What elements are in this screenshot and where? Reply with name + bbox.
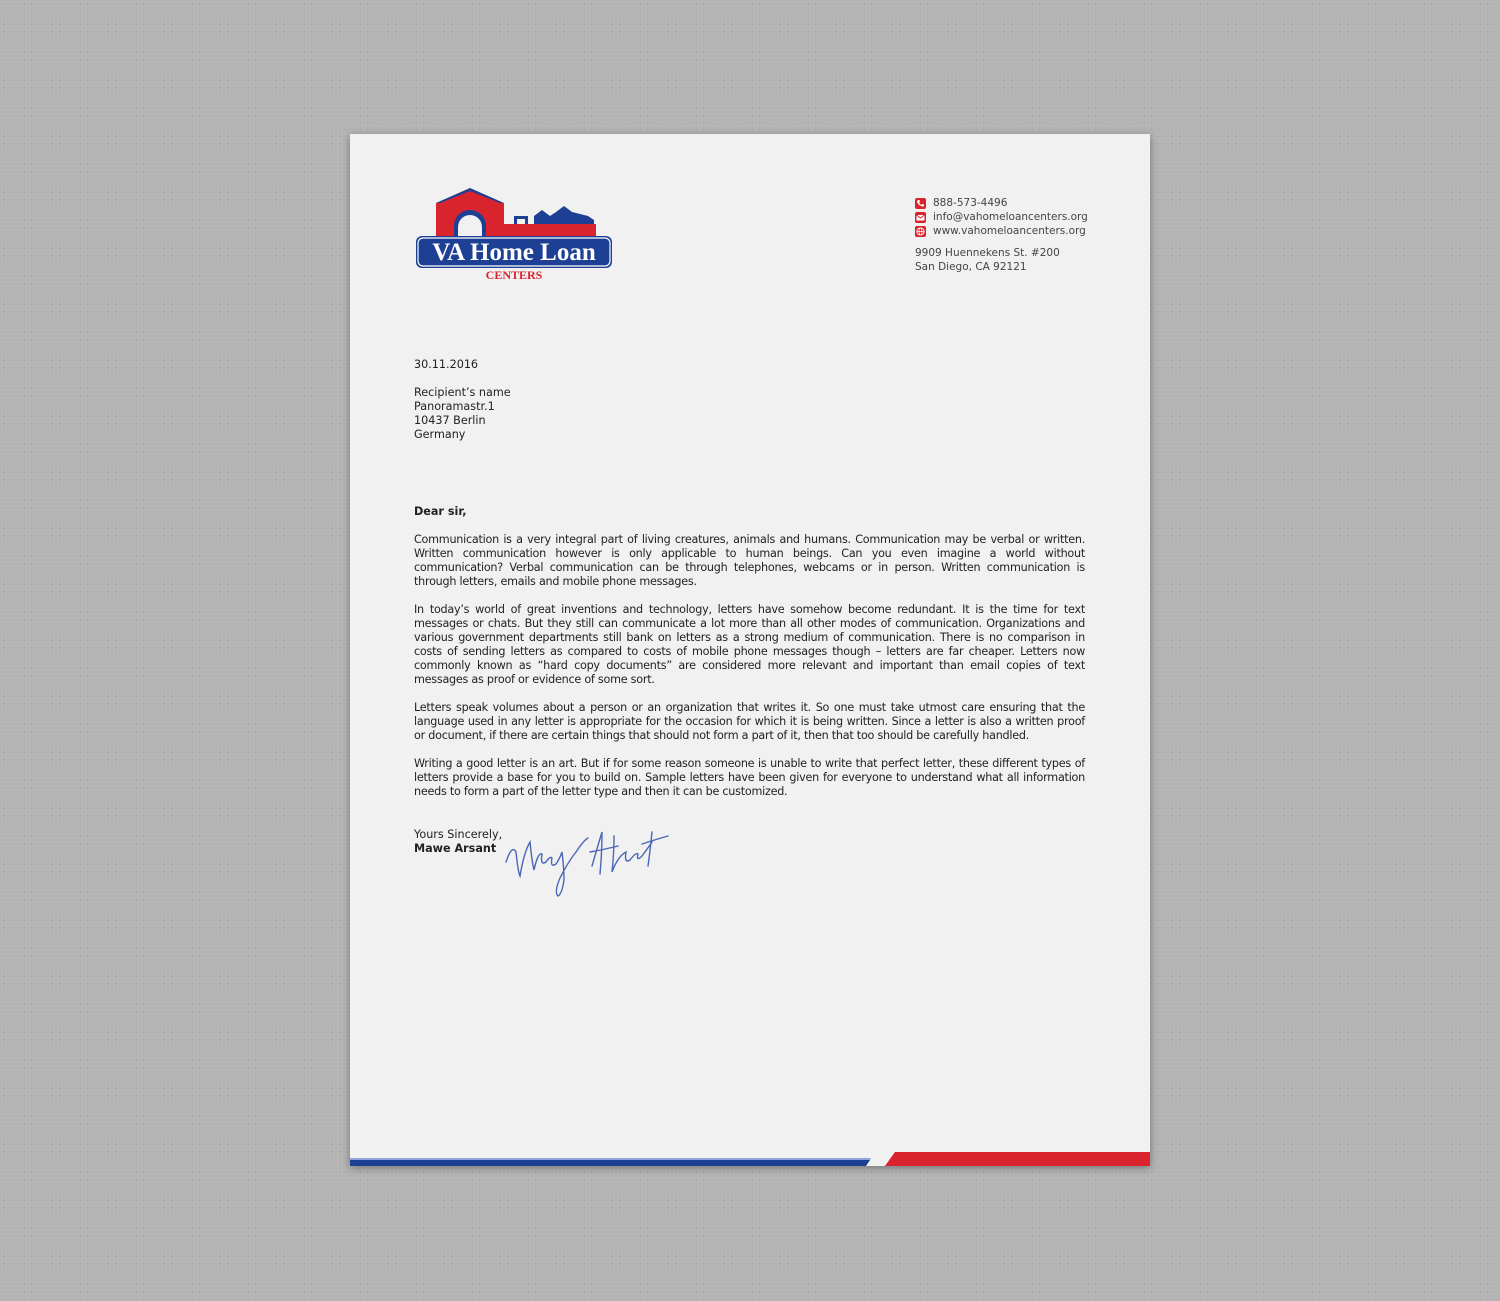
handwritten-signature [502,822,682,902]
contact-phone[interactable]: 888-573-4496 [933,197,1008,209]
logo-title: VA Home Loan [432,239,596,266]
contact-block [915,196,1088,238]
recipient-country: Germany [414,428,466,441]
email-icon [915,212,926,223]
company-address [915,246,1060,274]
paragraph: Communication is a very integral part of living creatures, animals and humans. Communication may be verbal or written. Written communication however is only applicable to human beings. Can you even imagine a world without communication? Verbal communication can be through telephones, webcams or in person. Written communication is through letters, emails and mobile phone messages. [414,533,1085,588]
logo-subtitle: CENTERS [485,268,543,282]
contact-email-row [915,210,1088,224]
address-line-2: San Diego, CA 92121 [915,261,1027,273]
closing-phrase: Yours Sincerely, [414,828,503,841]
paragraph: Letters speak volumes about a person or an organization that writes it. So one must take utmost care ensuring that the language used in any letter is appropriate for the occasion for which it is being written. Since a letter is also a written proof or document, if there are certain things that should not form a part of it, then that too should be carefully handled. [414,701,1085,742]
paragraph: In today’s world of great inventions and technology, letters have somehow become redundant. It is the time for text messages or chats. But they still can communicate a lot more than all other modes of communication. Organizations and various government departments still bank on letters as a strong medium of communication. There is no comparison in costs of sending letters as compared to costs of mobile phone messages though – letters are far cheaper. Letters now commonly known as “hard copy documents” are considered more relevant and important than email copies of text messages as proof or evidence of some sort. [414,603,1085,686]
letter-date: 30.11.2016 [414,358,479,371]
recipient-city: 10437 Berlin [414,414,486,427]
sender-name: Mawe Arsant [414,842,497,855]
recipient-name: Recipient’s name [414,386,511,399]
recipient-street: Panoramastr.1 [414,400,495,413]
contact-website-row [915,224,1088,238]
paragraph: Writing a good letter is an art. But if for some reason someone is unable to write that perfect letter, these different types of letters provide a base for you to build on. Sample letters have been given for everyone to understand what all information needs to form a part of the letter type and then it can be customized. [414,757,1085,798]
footer-stripe [350,1142,1150,1166]
phone-icon [915,198,926,209]
contact-phone-row [915,196,1088,210]
address-line-1: 9909 Huennekens St. #200 [915,247,1060,259]
letterhead-page [350,134,1150,1166]
recipient-block [414,386,1085,442]
company-logo [414,186,614,286]
salutation: Dear sir, [414,505,467,518]
globe-icon [915,226,926,237]
contact-website[interactable]: www.vahomeloancenters.org [933,225,1086,237]
contact-email[interactable]: info@vahomeloancenters.org [933,211,1088,223]
